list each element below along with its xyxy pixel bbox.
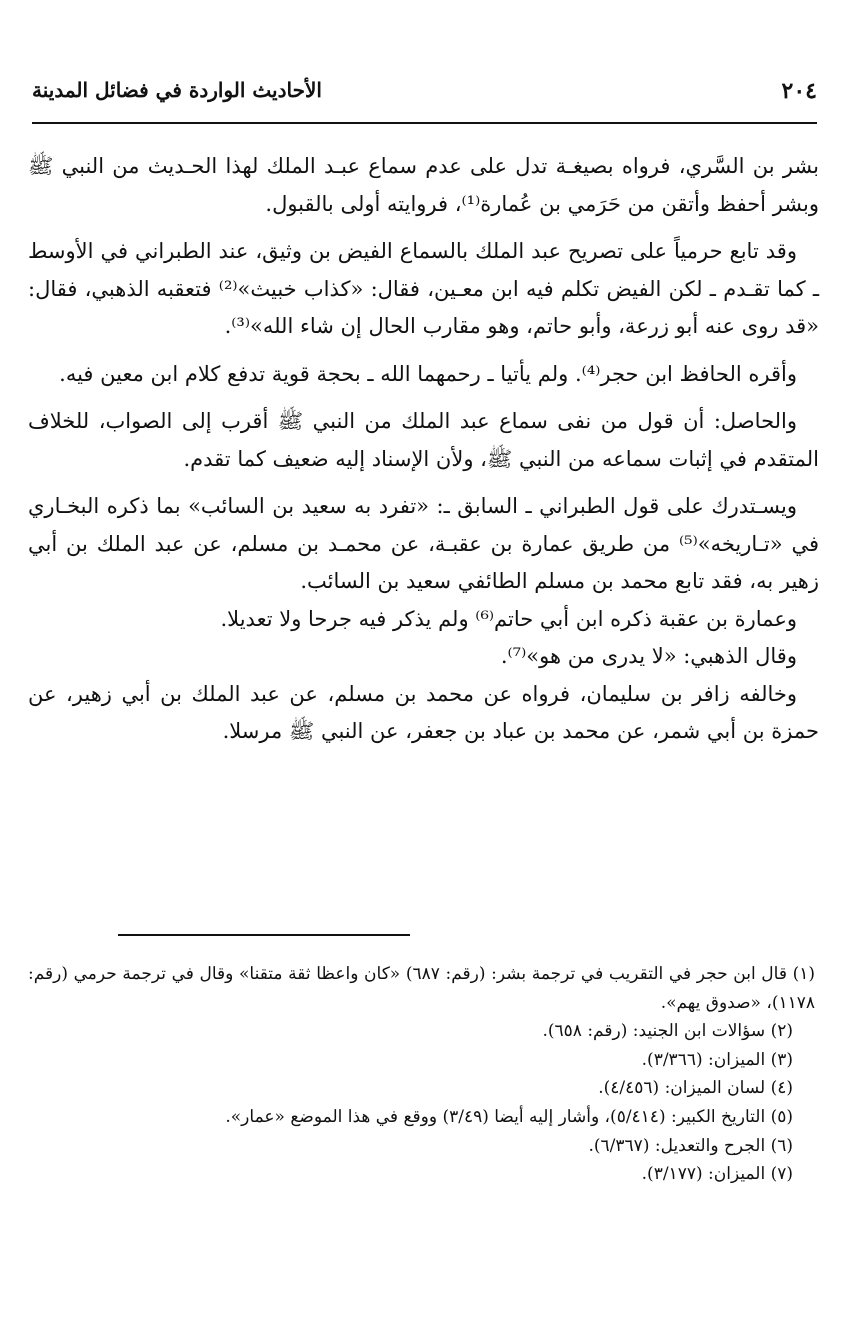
running-title: الأحاديث الواردة في فضائل المدينة xyxy=(32,78,322,102)
paragraph: وأقره الحافظ ابن حجر⁽⁴⁾. ولم يأتيا ـ رحمهما الله ـ بحجة قوية تدفع كلام ابن معين فيه. xyxy=(59,361,797,386)
header-rule xyxy=(32,122,817,124)
paragraph: وعمارة بن عقبة ذكره ابن أبي حاتم⁽⁶⁾ ولم يذكر فيه جرحا ولا تعديلا. xyxy=(220,606,797,631)
paragraph: وقال الذهبي: «لا يدرى من هو»⁽⁷⁾. xyxy=(500,644,797,668)
paragraph: والحاصل: أن قول من نفى سماع عبد الملك من النبي ﷺ أقرب إلى الصواب، للخلاف المتقدم في إثبات سماعه من النبي ﷺ، ولأن الإسناد إليه ضعيف كما تقدم. xyxy=(28,409,819,471)
footnote: (٧) الميزان: (٣/١٧٧). xyxy=(641,1164,793,1185)
footnote: (٤) لسان الميزان: (٤/٤٥٦). xyxy=(598,1078,793,1099)
main-text xyxy=(28,148,819,761)
footnote: (٢) سؤالات ابن الجنيد: (رقم: ٦٥٨). xyxy=(542,1021,793,1042)
page-number: ٢٠٤ xyxy=(781,78,817,104)
footnote: (٥) التاريخ الكبير: (٥/٤١٤)، وأشار إليه أيضا (٣/٤٩) ووقع في هذا الموضع «عمار». xyxy=(225,1106,793,1127)
footnote-rule xyxy=(118,934,410,936)
running-header xyxy=(32,78,817,112)
paragraph: ويسـتدرك على قول الطبراني ـ السابق ـ: «تفرد به سعيد بن السائب» بما ذكره البخـاري في «تـاريخه»⁽⁵⁾ من طريق عمارة بن عقبـة، عن محمـد بن مسلم، عن عبد الملك بن أبي زهير به، فقد تابع محمد بن مسلم الطائفي سعيد بن السائب. xyxy=(28,494,819,593)
footnotes xyxy=(28,960,815,1189)
paragraph: وخالفه زافر بن سليمان، فرواه عن محمد بن مسلم، عن عبد الملك بن أبي زهير، عن حمزة بن أبي شمر، عن محمد بن عباد بن جعفر، عن النبي ﷺ مرسلا. xyxy=(28,681,819,743)
footnote: (٦) الجرح والتعديل: (٦/٣٦٧). xyxy=(588,1135,793,1156)
footnote: (١) قال ابن حجر في التقريب في ترجمة بشر: (رقم: ٦٨٧) «كان واعظا ثقة متقنا» وقال في ترجمة حرمي (رقم: ١١٧٨)، «صدوق يهم». xyxy=(28,964,815,1013)
footnote: (٣) الميزان: (٣/٣٦٦). xyxy=(641,1049,793,1070)
paragraph: بشر بن السَّري، فرواه بصيغـة تدل على عدم سماع عبـد الملك لهذا الحـديث من النبي ﷺ وبشر أحفظ وأتقن من حَرَمي بن عُمارة⁽¹⁾، فروايته أولى بالقبول. xyxy=(28,154,819,216)
paragraph: وقد تابع حرمياً على تصريح عبد الملك بالسماع الفيض بن وثيق، عند الطبراني في الأوسط ـ كما تقـدم ـ لكن الفيض تكلم فيه ابن معـين، فقال: «كذاب خبيث»⁽²⁾ فتعقبه الذهبي، فقال: «قد روى عنه أبو زرعة، وأبو حاتم، وهو مقارب الحال إن شاء الله»⁽³⁾. xyxy=(28,239,819,338)
